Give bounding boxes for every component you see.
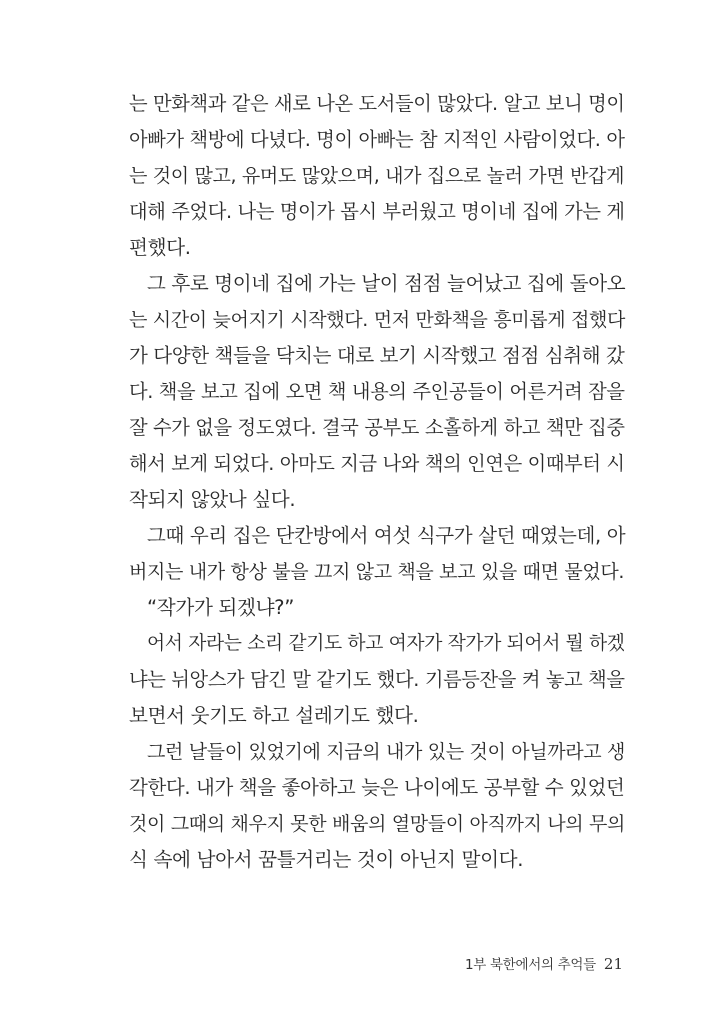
- text-line: 아빠가 책방에 다녔다. 명이 아빠는 참 지적인 사람이었다. 아: [129, 128, 625, 151]
- page-number: 21: [603, 955, 623, 973]
- text-line: 버지는 내가 항상 불을 끄지 않고 책을 보고 있을 때면 물었다.: [129, 561, 625, 583]
- text-line: 는 것이 많고, 유머도 많았으며, 내가 집으로 놀러 가면 반갑게: [129, 165, 625, 187]
- text-line: 냐는 뉘앙스가 담긴 말 같기도 했다. 기름등잔을 켜 놓고 책을: [129, 668, 625, 691]
- text-line: 작되지 않았나 싶다.: [129, 488, 296, 511]
- text-line: 잘 수가 없을 정도였다. 결국 공부도 소홀하게 하고 책만 집중: [129, 416, 625, 439]
- text-line: 가 다양한 책들을 닥치는 대로 보기 시작했고 점점 심취해 갔: [129, 344, 625, 367]
- text-line: 보면서 웃기도 하고 설레기도 했다.: [129, 704, 419, 727]
- text-line: 다. 책을 보고 집에 오면 책 내용의 주인공들이 어른거려 잠을: [129, 380, 625, 403]
- running-footer-section: 1부 북한에서의 추억들: [464, 957, 596, 973]
- text-line: 각한다. 내가 책을 좋아하고 늦은 나이에도 공부할 수 있었던: [129, 776, 625, 799]
- text-line: “작가가 되겠냐?”: [147, 596, 294, 619]
- text-line: 식 속에 남아서 꿈틀거리는 것이 아닌지 말이다.: [129, 848, 524, 871]
- text-line: 편했다.: [129, 236, 191, 259]
- text-line: 그때 우리 집은 단칸방에서 여섯 식구가 살던 때였는데, 아: [147, 524, 626, 547]
- text-line: 어서 자라는 소리 같기도 하고 여자가 작가가 되어서 뭘 하겠: [147, 633, 625, 654]
- text-line: 그 후로 명이네 집에 가는 날이 점점 늘어났고 집에 돌아오: [147, 272, 626, 295]
- text-line: 는 만화책과 같은 새로 나온 도서들이 많았다. 알고 보니 명이: [129, 92, 625, 115]
- text-line: 것이 그때의 채우지 못한 배움의 열망들이 아직까지 나의 무의: [129, 813, 626, 835]
- text-line: 대해 주었다. 나는 명이가 몹시 부러웠고 명이네 집에 가는 게: [129, 200, 625, 223]
- text-line: 해서 보게 되었다. 아마도 지금 나와 책의 인연은 이때부터 시: [129, 452, 625, 475]
- page-footer: [465, 952, 623, 976]
- text-line: 그런 날들이 있었기에 지금의 내가 있는 것이 아닐까라고 생: [147, 741, 626, 763]
- text-line: 는 시간이 늦어지기 시작했다. 먼저 만화책을 흥미롭게 접했다: [129, 309, 626, 331]
